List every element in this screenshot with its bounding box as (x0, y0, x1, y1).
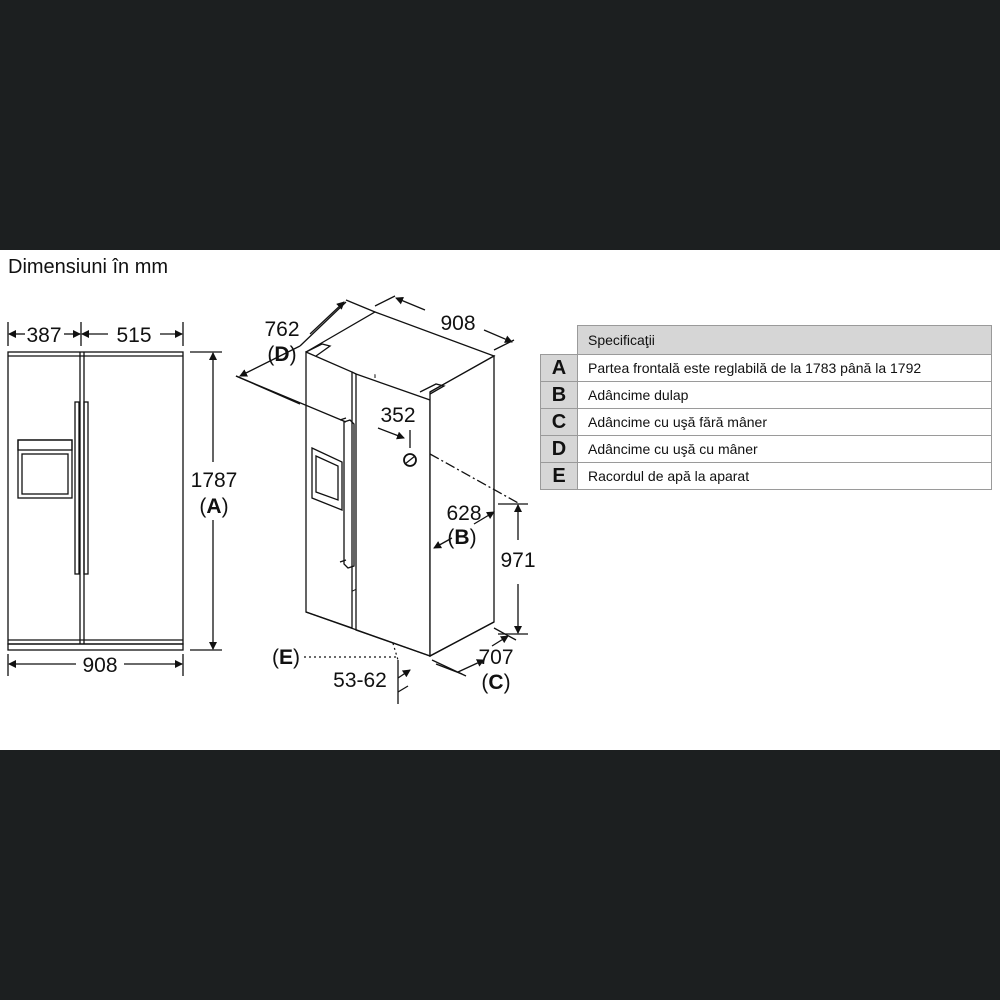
front-view (8, 322, 222, 676)
key-c: C (488, 671, 504, 694)
page-title: Dimensiuni în mm (8, 256, 169, 278)
iso-water-inset-label: 53-62 (333, 669, 387, 692)
top-dark-band (0, 0, 1000, 250)
spec-desc: Adâncime cu uşă cu mâner (578, 436, 992, 463)
spec-row (541, 436, 992, 463)
spec-key: A (541, 355, 578, 382)
spec-row (541, 355, 992, 382)
spec-header-row (541, 326, 992, 355)
spec-row (541, 409, 992, 436)
bottom-dark-band (0, 750, 1000, 1000)
iso-water-offset-label: 352 (380, 404, 416, 427)
spec-key: B (541, 382, 578, 409)
spec-header-spacer (541, 326, 578, 355)
iso-depth-handle-label: 762 (264, 318, 300, 341)
front-left-width-label: 387 (26, 324, 62, 347)
spec-key: D (541, 436, 578, 463)
iso-depth-handle-key-label: (D) (267, 343, 297, 366)
front-total-width-label: 908 (82, 654, 118, 677)
iso-water-height-label: 971 (500, 549, 536, 572)
key-e: E (278, 646, 294, 669)
key-a: A (206, 495, 222, 518)
key-b: B (454, 526, 470, 549)
spec-key: E (541, 463, 578, 490)
iso-door-depth-key-label: (C) (481, 671, 511, 694)
front-right-width-label: 515 (116, 324, 152, 347)
spec-key: C (541, 409, 578, 436)
iso-water-connection-key-label: (E) (271, 646, 301, 669)
key-d: D (274, 343, 290, 366)
iso-cabinet-depth-key-label: (B) (447, 526, 477, 549)
spec-desc: Racordul de apă la aparat (578, 463, 992, 490)
front-height-key-label: (A) (199, 495, 229, 518)
front-height-label: 1787 (190, 469, 238, 492)
spec-desc: Adâncime dulap (578, 382, 992, 409)
spec-header: Specificaţii (578, 326, 992, 355)
spec-table (540, 325, 992, 490)
spec-row (541, 382, 992, 409)
spec-desc: Partea frontală este reglabilă de la 1783 până la 1792 (578, 355, 992, 382)
iso-width-label: 908 (440, 312, 476, 335)
spec-desc: Adâncime cu uşă fără mâner (578, 409, 992, 436)
iso-door-depth-label: 707 (478, 646, 514, 669)
iso-cabinet-depth-label: 628 (446, 502, 482, 525)
spec-row (541, 463, 992, 490)
